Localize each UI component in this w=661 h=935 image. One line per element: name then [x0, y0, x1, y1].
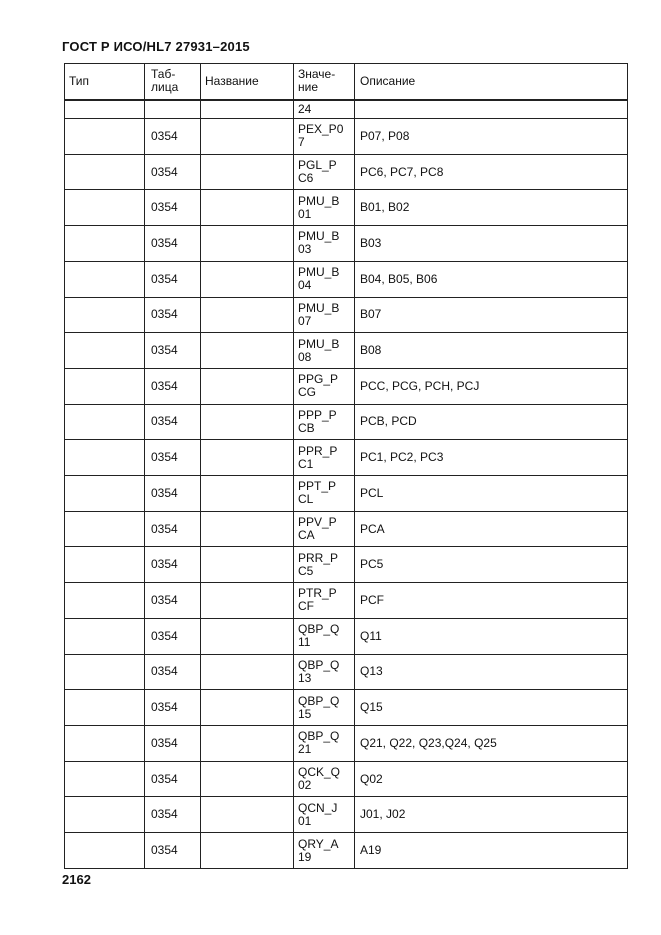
cell-value-line2: 07	[298, 313, 312, 328]
cell-value-line2: 01	[298, 206, 312, 221]
cell-description: PC6, PC7, PC8	[355, 154, 628, 190]
cell-name	[201, 100, 294, 119]
cell-value-line1: QBP_Q	[298, 622, 340, 637]
cell-type	[65, 833, 145, 869]
cell-table: 0354	[145, 476, 201, 512]
cell-value	[294, 154, 355, 190]
table-row	[65, 440, 628, 476]
cell-description	[355, 100, 628, 119]
cell-name	[201, 725, 294, 761]
cell-value	[294, 833, 355, 869]
cell-value-line1: QBP_Q	[298, 729, 340, 744]
cell-value-line1: PMU_B	[298, 229, 340, 244]
cell-value-line1: PRR_P	[298, 550, 339, 565]
cell-value-line1: PPT_P	[298, 479, 337, 494]
cell-value-line1: PTR_P	[298, 586, 337, 601]
cell-table: 0354	[145, 583, 201, 619]
header-value-line2: ние	[298, 80, 319, 95]
cell-name	[201, 333, 294, 369]
code-table	[64, 63, 628, 869]
cell-name	[201, 368, 294, 404]
cell-name	[201, 547, 294, 583]
cell-table: 0354	[145, 368, 201, 404]
cell-type	[65, 100, 145, 119]
cell-value	[294, 511, 355, 547]
cell-table	[145, 100, 201, 119]
cell-value-line1: PGL_P	[298, 158, 337, 173]
header-description: Описание	[355, 64, 628, 100]
cell-table: 0354	[145, 547, 201, 583]
cell-value-line1: PPP_P	[298, 407, 337, 422]
cell-table: 0354	[145, 154, 201, 190]
cell-name	[201, 440, 294, 476]
cell-table: 0354	[145, 690, 201, 726]
cell-value-line1: QCK_Q	[298, 765, 341, 779]
cell-description: PCF	[355, 583, 628, 619]
cell-value	[294, 190, 355, 226]
cell-value-line1: QBP_Q	[298, 693, 340, 708]
cell-table: 0354	[145, 618, 201, 654]
cell-description: B01, B02	[355, 190, 628, 226]
cell-type	[65, 190, 145, 226]
cell-value-line2: 13	[298, 670, 312, 685]
header-table	[145, 64, 201, 100]
table-row	[65, 119, 628, 155]
cell-value-line2: CB	[298, 420, 315, 435]
cell-value-line1: PMU_B	[298, 265, 340, 280]
table-row	[65, 190, 628, 226]
cell-description: B07	[355, 297, 628, 333]
cell-value	[294, 761, 355, 797]
cell-type	[65, 261, 145, 297]
cell-value-line2: 15	[298, 706, 312, 721]
cell-value	[294, 226, 355, 262]
cell-value	[294, 368, 355, 404]
cell-value	[294, 725, 355, 761]
cell-value	[294, 797, 355, 833]
header-value	[294, 64, 355, 100]
cell-description: PC1, PC2, PC3	[355, 440, 628, 476]
document-title: ГОСТ Р ИСО/HL7 27931–2015	[62, 39, 250, 54]
cell-type	[65, 119, 145, 155]
cell-table: 0354	[145, 261, 201, 297]
cell-type	[65, 511, 145, 547]
cell-name	[201, 761, 294, 797]
cell-description: PCB, PCD	[355, 404, 628, 440]
cell-value	[294, 654, 355, 690]
table-row	[65, 547, 628, 583]
cell-value-line2: 01	[298, 813, 312, 828]
table-header-row	[65, 64, 628, 100]
table-row	[65, 761, 628, 797]
cell-value	[294, 690, 355, 726]
table-row	[65, 226, 628, 262]
cell-value-line1: PMU_B	[298, 193, 340, 208]
cell-value: 24	[294, 100, 355, 119]
cell-name	[201, 833, 294, 869]
cell-name	[201, 226, 294, 262]
cell-table: 0354	[145, 404, 201, 440]
table-row	[65, 511, 628, 547]
cell-name	[201, 154, 294, 190]
cell-value-line2: 19	[298, 849, 312, 864]
cell-value	[294, 583, 355, 619]
cell-type	[65, 725, 145, 761]
cell-value	[294, 618, 355, 654]
cell-value-line2: C6	[298, 171, 314, 186]
cell-value-line2: 04	[298, 278, 312, 293]
cell-name	[201, 654, 294, 690]
cell-table: 0354	[145, 654, 201, 690]
header-name: Название	[201, 64, 294, 100]
cell-value-line2: 08	[298, 349, 312, 364]
cell-value	[294, 119, 355, 155]
table-row	[65, 333, 628, 369]
cell-description: B08	[355, 333, 628, 369]
cell-table: 0354	[145, 440, 201, 476]
table-row	[65, 297, 628, 333]
cell-value-line1: QRY_A	[298, 836, 339, 851]
cell-table: 0354	[145, 333, 201, 369]
cell-value-line1: PPV_P	[298, 515, 337, 530]
cell-value-line1: QCN_J	[298, 800, 338, 815]
cell-type	[65, 333, 145, 369]
cell-type	[65, 404, 145, 440]
cell-description: Q02	[355, 761, 628, 797]
cell-value-line1: PMU_B	[298, 336, 340, 351]
cell-name	[201, 404, 294, 440]
cell-name	[201, 190, 294, 226]
cell-description: PCA	[355, 511, 628, 547]
table-row	[65, 583, 628, 619]
cell-description: B04, B05, B06	[355, 261, 628, 297]
cell-value-line2: C5	[298, 563, 314, 578]
cell-description: Q15	[355, 690, 628, 726]
table-row	[65, 261, 628, 297]
table-row	[65, 404, 628, 440]
cell-value-line1: PPG_P	[298, 372, 339, 387]
cell-type	[65, 368, 145, 404]
cell-description: PCL	[355, 476, 628, 512]
cell-value-line2: CF	[298, 599, 314, 614]
cell-table: 0354	[145, 119, 201, 155]
cell-description: PC5	[355, 547, 628, 583]
table-row	[65, 618, 628, 654]
cell-value-line1: PPR_P	[298, 443, 338, 458]
cell-type	[65, 547, 145, 583]
cell-type	[65, 654, 145, 690]
cell-type	[65, 476, 145, 512]
cell-type	[65, 226, 145, 262]
table-row	[65, 654, 628, 690]
cell-description: J01, J02	[355, 797, 628, 833]
cell-value-line2: CG	[298, 385, 316, 400]
cell-value-line2: CA	[298, 528, 315, 543]
cell-type	[65, 797, 145, 833]
cell-description: Q13	[355, 654, 628, 690]
table-row	[65, 154, 628, 190]
cell-value-line2: 03	[298, 242, 312, 257]
cell-type	[65, 440, 145, 476]
cell-description: A19	[355, 833, 628, 869]
cell-name	[201, 583, 294, 619]
table-row	[65, 833, 628, 869]
cell-value-line1: QBP_Q	[298, 657, 340, 672]
cell-table: 0354	[145, 725, 201, 761]
cell-description: Q11	[355, 618, 628, 654]
cell-value	[294, 476, 355, 512]
cell-value-line2: 21	[298, 742, 312, 757]
cell-value	[294, 297, 355, 333]
table-row	[65, 797, 628, 833]
cell-value-line2: 02	[298, 778, 312, 792]
cell-value	[294, 440, 355, 476]
cell-table: 0354	[145, 797, 201, 833]
cell-type	[65, 618, 145, 654]
header-value-line1: Значе-	[298, 67, 336, 82]
table-row	[65, 690, 628, 726]
cell-type	[65, 154, 145, 190]
continuation-row	[65, 100, 628, 119]
cell-name	[201, 797, 294, 833]
cell-table: 0354	[145, 226, 201, 262]
cell-table: 0354	[145, 511, 201, 547]
cell-table: 0354	[145, 833, 201, 869]
cell-value	[294, 333, 355, 369]
header-table-line2: лица	[151, 80, 179, 95]
cell-description: B03	[355, 226, 628, 262]
page-number: 2162	[62, 872, 91, 887]
cell-table: 0354	[145, 190, 201, 226]
cell-value	[294, 547, 355, 583]
cell-type	[65, 761, 145, 797]
cell-value-line2: 7	[298, 135, 305, 150]
cell-name	[201, 261, 294, 297]
table-row	[65, 476, 628, 512]
cell-name	[201, 511, 294, 547]
header-type: Тип	[65, 64, 145, 100]
cell-value	[294, 404, 355, 440]
cell-type	[65, 690, 145, 726]
cell-value-line2: CL	[298, 492, 314, 507]
cell-name	[201, 618, 294, 654]
cell-type	[65, 583, 145, 619]
cell-description: P07, P08	[355, 119, 628, 155]
cell-type	[65, 297, 145, 333]
cell-value-line2: C1	[298, 456, 314, 471]
cell-value-line1: PEX_P0	[298, 122, 344, 137]
cell-value-line1: PMU_B	[298, 300, 340, 315]
cell-name	[201, 297, 294, 333]
cell-table: 0354	[145, 297, 201, 333]
cell-description: PCC, PCG, PCH, PCJ	[355, 368, 628, 404]
cell-name	[201, 119, 294, 155]
header-table-line1: Таб-	[151, 67, 176, 82]
cell-name	[201, 690, 294, 726]
cell-value-line2: 11	[298, 635, 311, 650]
cell-value	[294, 261, 355, 297]
table-row	[65, 368, 628, 404]
table-row	[65, 725, 628, 761]
cell-table: 0354	[145, 761, 201, 797]
cell-description: Q21, Q22, Q23,Q24, Q25	[355, 725, 628, 761]
cell-name	[201, 476, 294, 512]
